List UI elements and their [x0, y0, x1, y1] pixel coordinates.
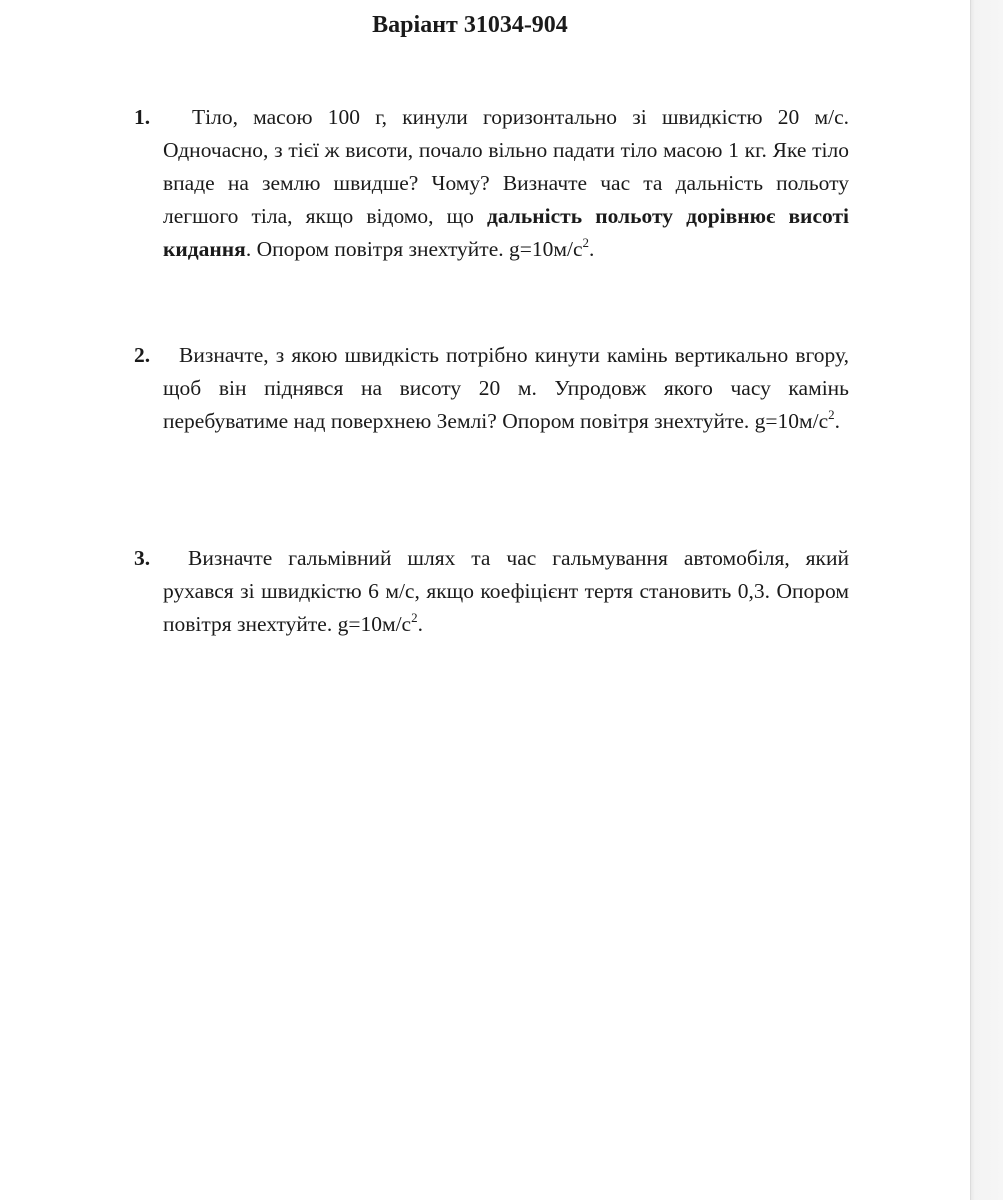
superscript: 2 [411, 609, 418, 625]
document-title: Варіант 31034-904 [372, 12, 568, 38]
task-text-part: . Опором повітря знехтуйте. g=10м/с [245, 237, 583, 261]
task-text [163, 542, 849, 641]
superscript: 2 [828, 406, 835, 422]
task-text-part: Визначте, з якою швидкість потрібно кинути камінь вертикально вгору, щоб він піднявся на висоту 20 м. Упродовж якого часу камінь перебуватиме над поверхнею Землі? Опором повітря знехтуйте. g=10м/с [163, 343, 849, 433]
task-text-part: Тіло, масою 100 г, кинули горизонтально зі швидкістю 20 м/с. Одночасно, з тієї ж висоти, почало вільно падати тіло масою 1 кг. Яке тіло впаде на землю швидше? Чому? Визначте час та дальність польоту легшого тіла, якщо відомо, що [163, 105, 849, 228]
task-text-part: Визначте гальмівний шлях та час гальмування автомобіля, який рухався зі швидкістю 6 м/с, якщо коефіцієнт тертя становить 0,3. Опором повітря знехтуйте. g=10м/с [163, 546, 849, 636]
task-text [163, 101, 849, 266]
viewer-side-panel [970, 0, 1003, 1200]
task-text-bold: дальність польоту дорівнює висоті кидання [163, 204, 849, 261]
task-2 [134, 339, 849, 438]
task-text-end: . [417, 612, 423, 636]
task-1 [134, 101, 849, 266]
task-number: 2. [134, 343, 151, 367]
task-text-end: . [834, 409, 841, 433]
superscript: 2 [582, 234, 589, 250]
task-number: 3. [134, 546, 151, 570]
task-text-end: . [589, 237, 595, 261]
task-number: 1. [134, 105, 151, 129]
task-3 [134, 542, 849, 641]
task-text [163, 339, 849, 438]
